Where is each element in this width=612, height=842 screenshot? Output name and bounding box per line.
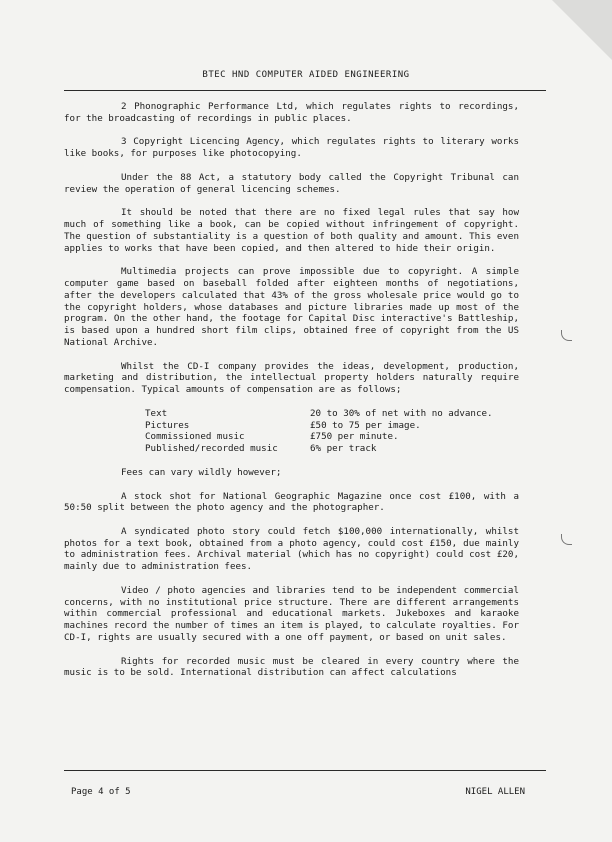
folded-corner <box>552 0 612 60</box>
paragraph: Video / photo agencies and libraries tend to be independent commercial concerns, with no institutional price structure. There are different arrangements within commercial professional and educational markets. Jukeboxes and karaoke machines record the number of times an item is played, to calculate royalties. For CD-I, rights are usually secured with a one off payment, or based on unit sales. <box>64 584 519 644</box>
page-number: Page 4 of 5 <box>71 787 131 797</box>
table-row <box>145 431 493 443</box>
table-row <box>145 443 493 455</box>
comp-item: Published/recorded music <box>145 443 278 455</box>
paragraph: Under the 88 Act, a statutory body called the Copyright Tribunal can review the operation of general licencing schemes. <box>64 171 519 195</box>
footer-rule <box>64 770 546 771</box>
comp-item: Commissioned music <box>145 431 245 443</box>
table-row <box>145 408 493 420</box>
paragraph: 3 Copyright Licencing Agency, which regulates rights to literary works like books, for purposes like photocopying. <box>64 136 519 160</box>
comp-amount: 6% per track <box>310 443 377 455</box>
paragraph: Fees can vary wildly however; <box>121 466 282 478</box>
paragraph: It should be noted that there are no fixed legal rules that say how much of something like a book, can be copied without infringement of copyright. The question of substantiality is a question of both quality and amount. This even applies to works that have been copied, and then altered to hide their origin. <box>64 207 519 254</box>
paragraph: Multimedia projects can prove impossible due to copyright. A simple computer game based on baseball folded after eighteen months of negotiations, after the developers calculated that 43% of the gross wholesale price would go to the copyright holders, whose databases and picture libraries made up most of the program. On the other hand, the footage for Capital Disc interactive's Battleship, is based upon a hundred short film clips, obtained free of copyright from the US National Archive. <box>64 266 519 348</box>
paragraph: A syndicated photo story could fetch $100,000 internationally, whilst photos for a text book, obtained from a photo agency, could cost £150, due mainly to administration fees. Archival material (which has no copyright) could cost £20, mainly due to administration fees. <box>64 525 519 573</box>
header-rule <box>64 90 546 91</box>
comp-amount: 20 to 30% of net with no advance. <box>310 407 493 419</box>
comp-item: Text <box>145 407 168 419</box>
punch-hole-mark <box>561 330 572 341</box>
comp-item: Pictures <box>145 419 190 431</box>
paragraph: Rights for recorded music must be cleared in every country where the music is to be sold. International distribution can affect calculations <box>64 655 519 679</box>
paragraph: Whilst the CD-I company provides the ideas, development, production, marketing and distribution, the intellectual property holders naturally require compensation. Typical amounts of compensation are as follows; <box>64 360 519 396</box>
page-header: BTEC HND COMPUTER AIDED ENGINEERING <box>202 70 410 80</box>
comp-amount: £50 to 75 per image. <box>310 419 421 431</box>
punch-hole-mark <box>561 534 572 545</box>
comp-amount: £750 per minute. <box>310 431 399 443</box>
table-row <box>145 420 493 432</box>
paragraph: A stock shot for National Geographic Magazine once cost £100, with a 50:50 split between the photo agency and the photographer. <box>64 490 519 514</box>
paragraph: 2 Phonographic Performance Ltd, which regulates rights to recordings, for the broadcasting of recordings in public places. <box>64 101 519 124</box>
author-name: NIGEL ALLEN <box>465 787 525 797</box>
document-body <box>64 101 519 691</box>
compensation-table <box>145 408 493 455</box>
